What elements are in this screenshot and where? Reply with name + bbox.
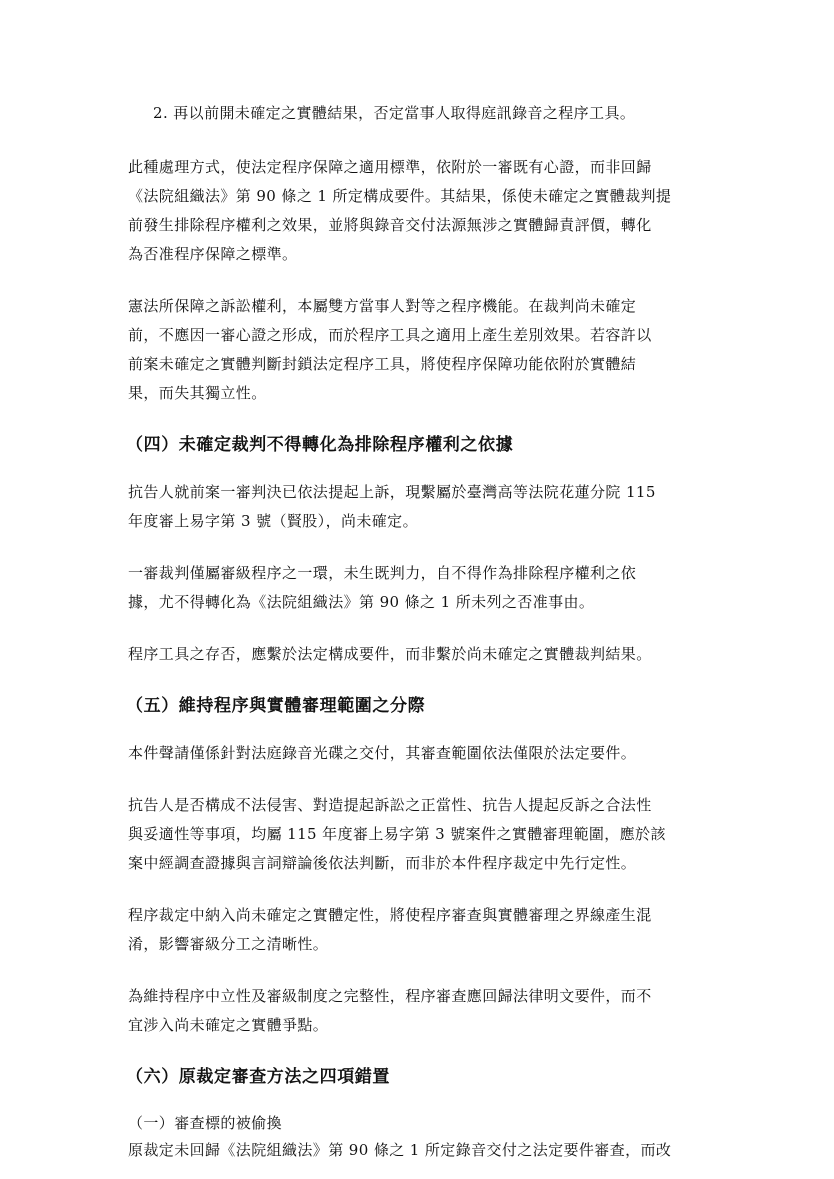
paragraph-9 [128, 982, 708, 1040]
text-line: 一審裁判僅屬審級程序之一環，未生既判力，自不得作為排除程序權利之依 [128, 564, 637, 582]
paragraph-8 [128, 901, 708, 959]
list-item-2 [153, 100, 708, 126]
paragraph-7 [128, 791, 708, 878]
text-line: 憲法所保障之訴訟權利，本屬雙方當事人對等之程序機能。在裁判尚未確定 [128, 297, 637, 315]
text-line: 為維持程序中立性及審級制度之完整性，程序審查應回歸法律明文要件，而不 [128, 987, 652, 1005]
section-heading-4: （四）未確定裁判不得轉化為排除程序權利之依據 [126, 435, 514, 455]
paragraph-10 [128, 1136, 708, 1165]
text-line: 據，尤不得轉化為《法院組織法》第 90 條之 1 所未列之否准事由。 [128, 593, 595, 611]
text-line: 抗告人是否構成不法侵害、對造提起訴訟之正當性、抗告人提起反訴之合法性 [128, 796, 652, 814]
paragraph-5 [128, 640, 708, 669]
paragraph-1 [128, 153, 708, 269]
text-line: 果，而失其獨立性。 [128, 384, 267, 402]
text-line: 2. 再以前開未確定之實體結果，否定當事人取得庭訊錄音之程序工具。 [153, 104, 636, 122]
section-heading-6: （六）原裁定審查方法之四項錯置 [126, 1067, 390, 1087]
text-line: 本件聲請僅係針對法庭錄音光碟之交付，其審查範圍依法僅限於法定要件。 [128, 744, 637, 762]
text-line: 與妥適性等事項，均屬 115 年度審上易字第 3 號案件之實體審理範圍，應於該 [128, 825, 666, 843]
text-line: 宜涉入尚未確定之實體爭點。 [128, 1016, 329, 1034]
text-line: 為否准程序保障之標準。 [128, 245, 298, 263]
text-line: 淆，影響審級分工之清晰性。 [128, 935, 329, 953]
text-line: 案中經調查證據與言詞辯論後依法判斷，而非於本件程序裁定中先行定性。 [128, 854, 637, 872]
text-line: 《法院組織法》第 90 條之 1 所定構成要件。其結果，係使未確定之實體裁判提 [128, 187, 672, 205]
section-heading-5: （五）維持程序與實體審理範圍之分際 [126, 696, 426, 716]
text-line: 此種處理方式，使法定程序保障之適用標準，依附於一審既有心證，而非回歸 [128, 158, 652, 176]
text-line: 前案未確定之實體判斷封鎖法定程序工具，將使程序保障功能依附於實體結 [128, 355, 637, 373]
text-line: 前，不應因一審心證之形成，而於程序工具之適用上產生差別效果。若容許以 [128, 326, 652, 344]
paragraph-2 [128, 292, 708, 408]
text-line: 程序工具之存否，應繫於法定構成要件，而非繫於尚未確定之實體裁判結果。 [128, 645, 652, 663]
text-line: 程序裁定中納入尚未確定之實體定性，將使程序審查與實體審理之界線產生混 [128, 906, 652, 924]
text-line: 抗告人就前案一審判決已依法提起上訴，現繫屬於臺灣高等法院花蓮分院 115 [128, 483, 656, 501]
subsection-heading-1: （一）審查標的被偷換 [128, 1114, 283, 1132]
paragraph-4 [128, 559, 708, 617]
text-line: 前發生排除程序權利之效果，並將與錄音交付法源無涉之實體歸責評價，轉化 [128, 216, 652, 234]
paragraph-6 [128, 739, 708, 768]
paragraph-3 [128, 478, 708, 536]
document-body [128, 100, 708, 1165]
text-line: 原裁定未回歸《法院組織法》第 90 條之 1 所定錄音交付之法定要件審查，而改 [128, 1141, 672, 1159]
text-line: 年度審上易字第 3 號（賢股），尚未確定。 [128, 512, 418, 530]
